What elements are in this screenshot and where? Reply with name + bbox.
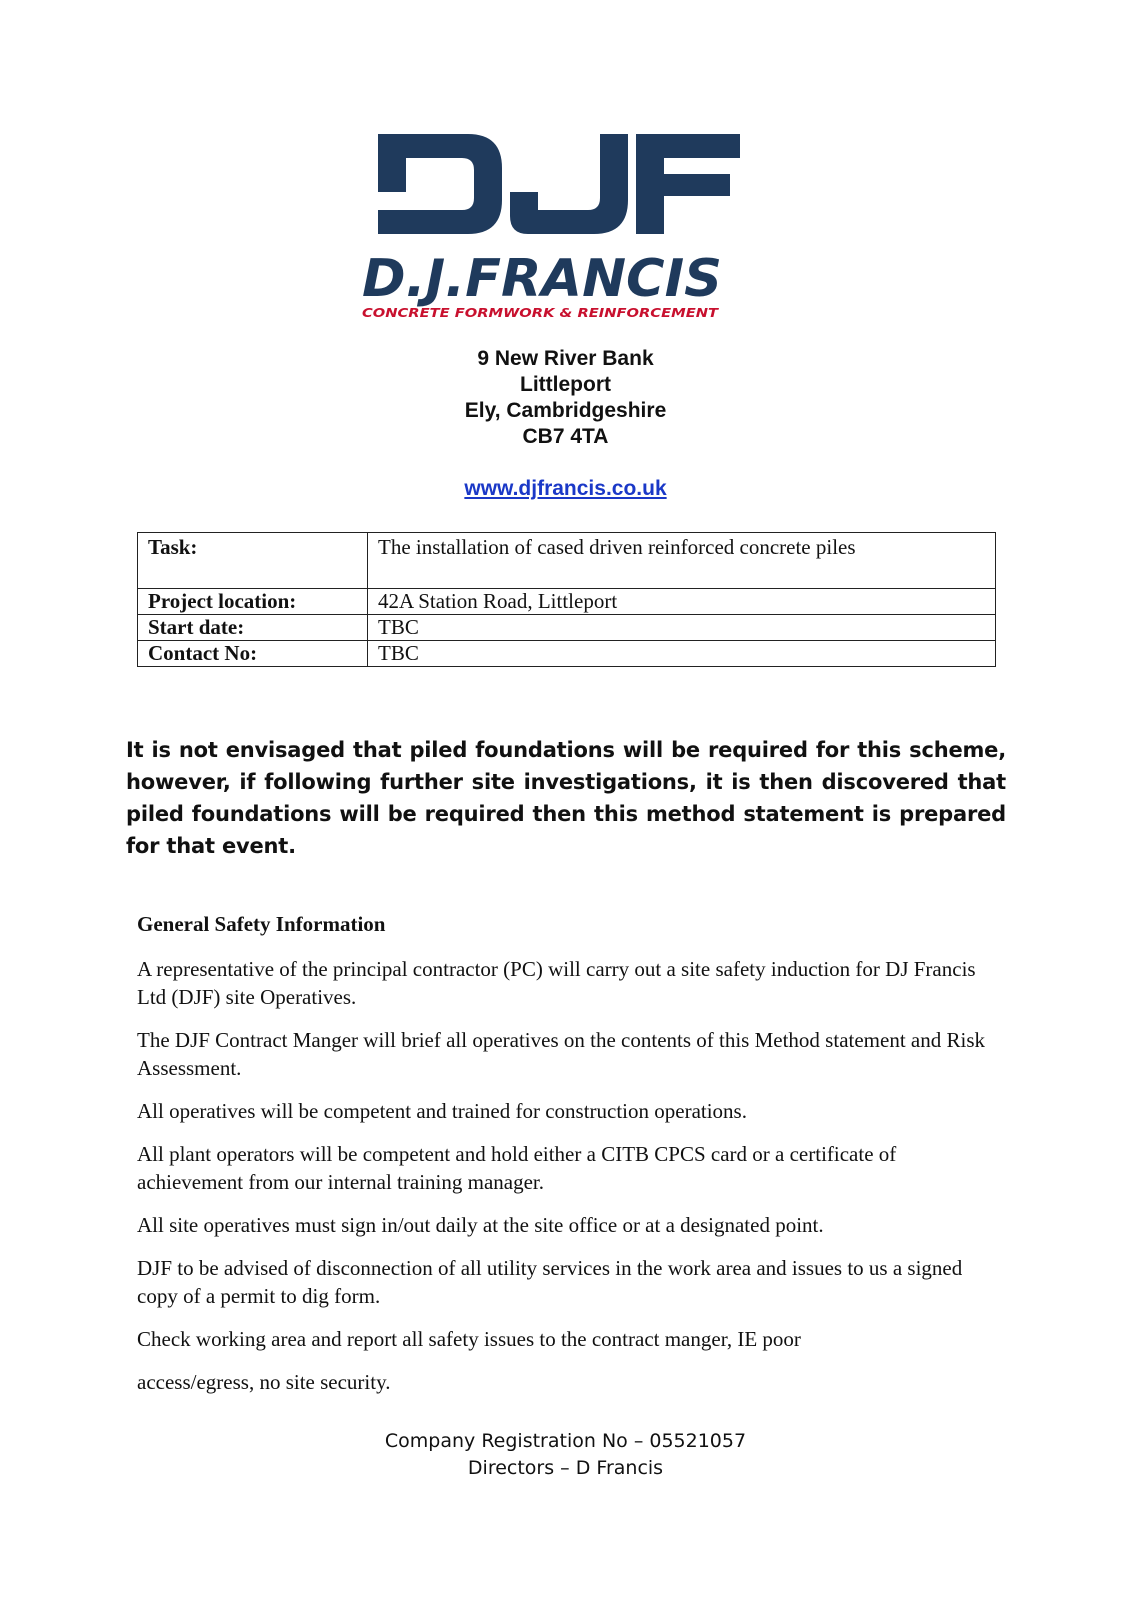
contact-no-value: TBC [368, 641, 996, 667]
safety-paragraph: All plant operators will be competent and hold either a CITB CPCS card or a certificate of achievement from our internal training manager. [137, 1142, 897, 1194]
safety-heading: General Safety Information [137, 912, 386, 936]
contact-no-label: Contact No: [138, 641, 368, 667]
task-value: The installation of cased driven reinforced concrete piles [368, 533, 996, 589]
safety-paragraph: A representative of the principal contractor (PC) will carry out a site safety induction for DJ Francis Ltd (DJF) site Operatives. [137, 957, 976, 1009]
table-row [138, 615, 996, 641]
project-info-table [137, 532, 996, 667]
website-block [0, 477, 1131, 501]
safety-paragraph: The DJF Contract Manger will brief all operatives on the contents of this Method statement and Risk Assessment. [137, 1028, 985, 1080]
address-line: 9 New River Bank [477, 347, 654, 370]
address-line: Littleport [520, 373, 611, 396]
company-address [0, 346, 1131, 450]
project-location-label: Project location: [138, 589, 368, 615]
company-registration: Company Registration No – 05521057 [384, 1430, 747, 1452]
logo-tagline-text: CONCRETE FORMWORK & REINFORCEMENT [362, 306, 719, 320]
general-safety-section [137, 912, 997, 1411]
table-row [138, 641, 996, 667]
website-link[interactable]: www.djfrancis.co.uk [464, 477, 667, 500]
djf-logo-graphic [360, 128, 770, 328]
company-logo [360, 128, 770, 328]
start-date-label: Start date: [138, 615, 368, 641]
safety-paragraph: Check working area and report all safety issues to the contract manger, IE poor [137, 1327, 801, 1351]
safety-paragraph: All operatives will be competent and trained for construction operations. [137, 1099, 747, 1123]
safety-paragraph: All site operatives must sign in/out daily at the site office or at a designated point. [137, 1213, 824, 1237]
task-label: Task: [138, 533, 368, 589]
logo-name-text: D.J.FRANCIS [362, 249, 722, 309]
project-location-value: 42A Station Road, Littleport [368, 589, 996, 615]
table-row [138, 533, 996, 589]
company-directors: Directors – D Francis [467, 1457, 664, 1479]
table-row [138, 589, 996, 615]
page-footer [0, 1428, 1131, 1482]
safety-paragraph: access/egress, no site security. [137, 1370, 391, 1394]
address-postcode: CB7 4TA [522, 425, 609, 448]
piling-notice: It is not envisaged that piled foundations will be required for this scheme, however, if following further site investigations, it is then discovered that piled foundations will be required then this method statement is prepared for that event. [126, 738, 1006, 858]
address-line: Ely, Cambridgeshire [464, 399, 667, 422]
start-date-value: TBC [368, 615, 996, 641]
safety-paragraph: DJF to be advised of disconnection of all utility services in the work area and issues to us a signed copy of a permit to dig form. [137, 1256, 963, 1308]
